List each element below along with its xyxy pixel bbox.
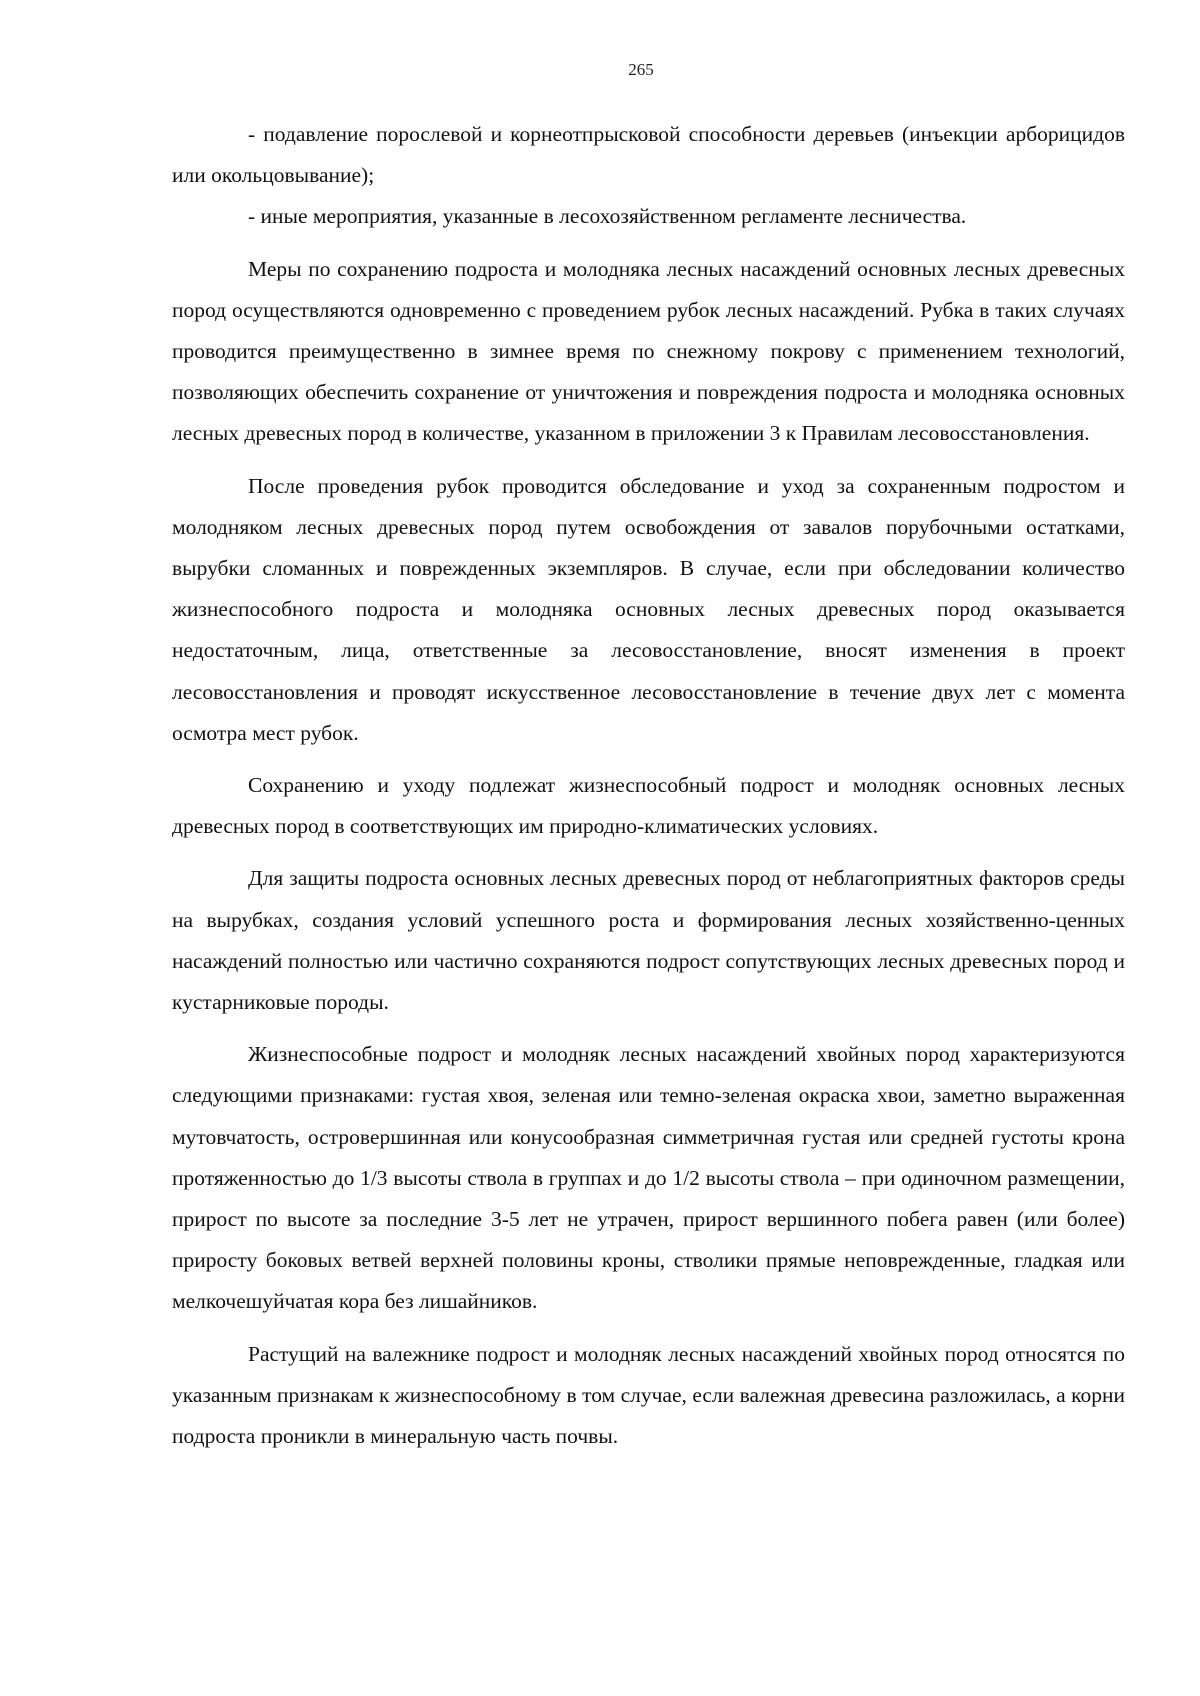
- paragraph-8: Растущий на валежнике подрост и молодняк лесных насаждений хвойных пород относятся по указанным признакам к жизнеспособному в том случае, если валежная древесина разложилась, а корни подроста проникли в минеральную часть почвы.: [172, 1341, 1125, 1449]
- paragraph-7: Жизнеспособные подрост и молодняк лесных насаждений хвойных пород характеризуются следующими признаками: густая хвоя, зеленая или темно-зеленая окраска хвои, заметно выраженная мутовчатость, островершинная или конусообразная симметричная густая или средней густоты крона протяженностью до 1/3 высоты ствола в группах и до 1/2 высоты ствола – при одиночном размещении, прирост по высоте за последние 3-5 лет не утрачен, прирост вершинного побега равен (или более) приросту боковых ветвей верхней половины кроны, стволики прямые неповрежденные, гладкая или мелкочешуйчатая кора без лишайников.: [172, 1042, 1125, 1314]
- page-number: 265: [628, 60, 654, 79]
- paragraph-1: - подавление порослевой и корнеотпрысковой способности деревьев (инъекции арборицидов или окольцовывание);: [172, 122, 1125, 188]
- paragraph-6: Для защиты подроста основных лесных древесных пород от неблагоприятных факторов среды на вырубках, создания условий успешного роста и формирования лесных хозяйственно-ценных насаждений полностью или частично сохраняются подрост сопутствующих лесных древесных пород и кустарниковые породы.: [172, 866, 1125, 1015]
- paragraph-3: Меры по сохранению подроста и молодняка лесных насаждений основных лесных древесных пород осуществляются одновременно с проведением рубок лесных насаждений. Рубка в таких случаях проводится преимущественно в зимнее время по снежному покрову с применением технологий, позволяющих обеспечить сохранение от уничтожения и повреждения подроста и молодняка основных лесных древесных пород в количестве, указанном в приложении 3 к Правилам лесовосстановления.: [172, 256, 1125, 446]
- document-body: [172, 114, 1125, 1457]
- paragraph-5: Сохранению и уходу подлежат жизнеспособный подрост и молодняк основных лесных древесных пород в соответствующих им природно-климатических условиях.: [172, 773, 1125, 839]
- paragraph-2: - иные мероприятия, указанные в лесохозяйственном регламенте лесничества.: [248, 204, 967, 229]
- paragraph-4: После проведения рубок проводится обследование и уход за сохраненным подростом и молодняком лесных древесных пород путем освобождения от завалов порубочными остатками, вырубки сломанных и поврежденных экземпляров. В случае, если при обследовании количество жизнеспособного подроста и молодняка основных лесных древесных пород оказывается недостаточным, лица, ответственные за лесовосстановление, вносят изменения в проект лесовосстановления и проводят искусственное лесовосстановление в течение двух лет с момента осмотра мест рубок.: [172, 473, 1125, 745]
